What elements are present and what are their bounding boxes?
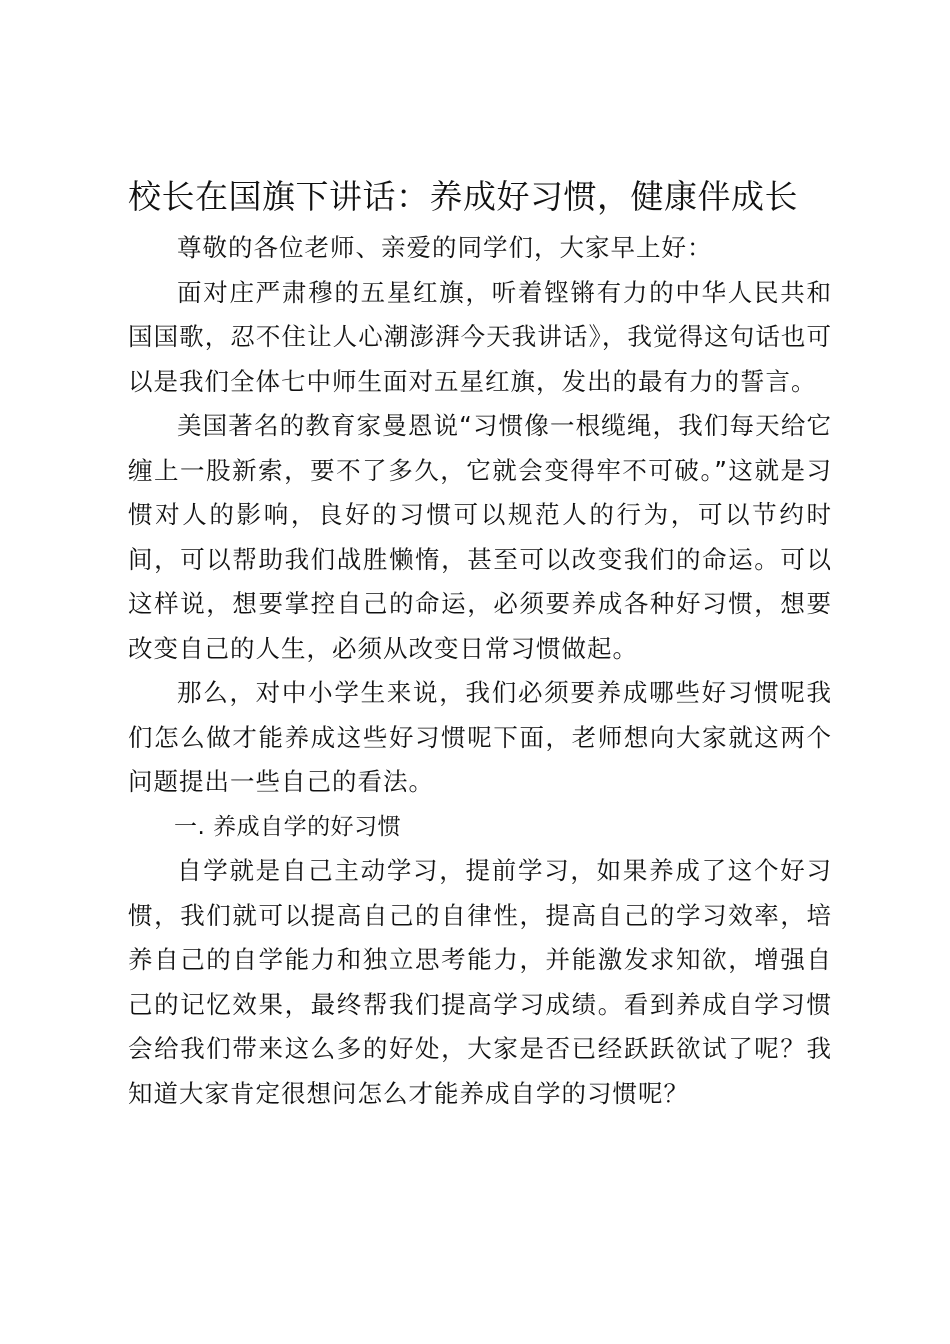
section-heading: 一. 养成自学的好习惯	[174, 813, 402, 840]
document-title: 校长在国旗下讲话：养成好习惯，健康伴成长	[128, 177, 798, 216]
section-paragraph: 自学就是自己主动学习，提前学习，如果养成了这个好习惯，我们就可以提高自己的自律性，提高自己的学习效率，培养自己的自学能力和独立思考能力，并能激发求知欲，增强自己的记忆效果，最终帮我们提高学习成绩。看到养成自学习惯会给我们带来这么多的好处，大家是否已经跃跃欲试了呢？我知道大家肯定很想问怎么才能养成自学的习惯呢？	[128, 856, 832, 1108]
body-paragraph-1: 面对庄严肃穆的五星红旗，听着铿锵有力的中华人民共和国国歌，忍不住让人心潮澎湃今天我讲话》，我觉得这句话也可以是我们全体七中师生面对五星红旗，发出的最有力的誓言。	[128, 277, 832, 396]
document-page	[128, 170, 832, 1116]
body-paragraph-2: 美国著名的教育家曼恩说“习惯像一根缆绳，我们每天给它缠上一股新索，要不了多久，它就会变得牢不可破。”这就是习惯对人的影响，良好的习惯可以规范人的行为，可以节约时间，可以帮助我们战胜懒惰，甚至可以改变我们的命运。可以这样说，想要掌控自己的命运，必须要养成各种好习惯，想要改变自己的人生，必须从改变日常习惯做起。	[128, 411, 832, 663]
greeting-paragraph: 尊敬的各位老师、亲爱的同学们，大家早上好：	[177, 233, 713, 262]
body-paragraph-3: 那么，对中小学生来说，我们必须要养成哪些好习惯呢我们怎么做才能养成这些好习惯呢下面，老师想向大家就这两个问题提出一些自己的看法。	[128, 678, 832, 796]
